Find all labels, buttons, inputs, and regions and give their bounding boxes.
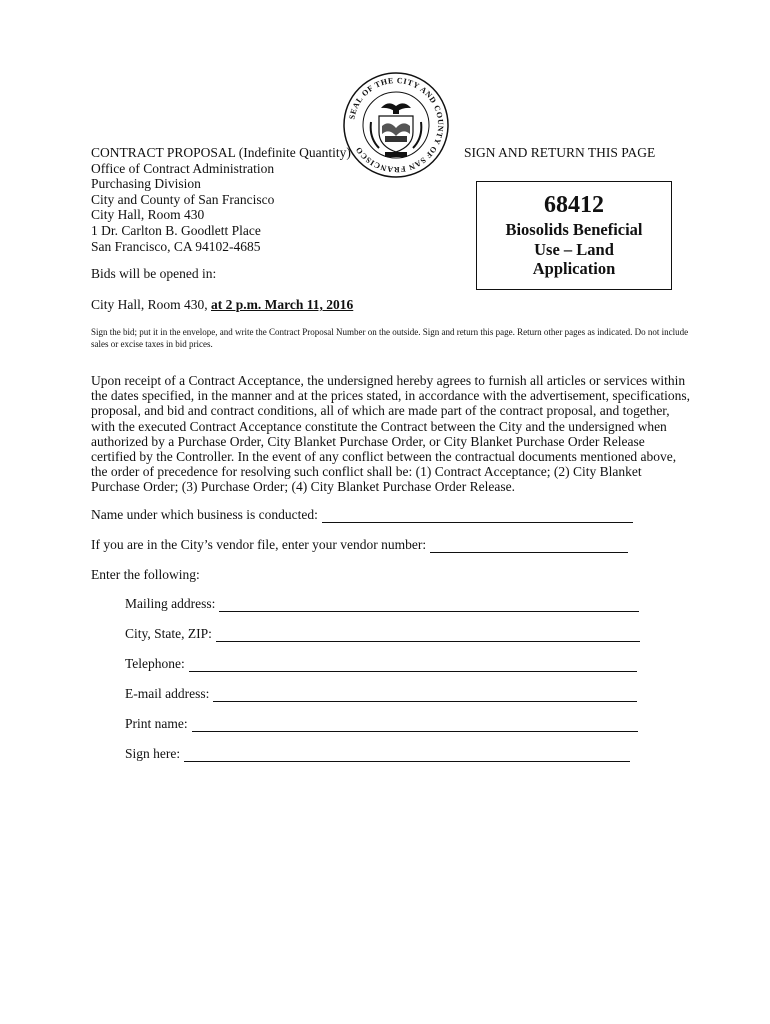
bid-opening-location — [91, 297, 353, 313]
seal-icon — [341, 70, 451, 180]
business-name-field[interactable] — [322, 510, 633, 523]
office-name: Office of Contract Administration — [91, 160, 275, 176]
mailing-address-row — [125, 596, 639, 612]
email-label: E-mail address: — [125, 686, 210, 701]
room-line: City Hall, Room 430 — [91, 207, 205, 223]
vendor-number-row — [91, 537, 628, 553]
bid-instructions: Sign the bid; put it in the envelope, and write the Contract Proposal Number on the outside. Sign and return this page. Return other pages as indicated. Do not include sales or excise taxes in bid prices. — [91, 327, 689, 349]
agreement-paragraph: Upon receipt of a Contract Acceptance, the undersigned hereby agrees to furnish all articles or services within the dates specified, in the manner and at the prices stated, in accordance with the advertisement, specifications, proposal, and bid and contract conditions, all of which are made part of the contract proposal, and together, with the executed Contract Acceptance constitute the Contract between the City and the undersigned when authorized by a Purchase Order, City Blanket Purchase Order, or City Blanket Purchase Order Release certified by the Controller. In the event of any conflict between the contractual documents mentioned above, the order of precedence for resolving such conflict shall be: (1) Contract Acceptance; (2) City Blanket Purchase Order; (3) Purchase Order; (4) City Blanket Purchase Order Release. — [91, 373, 691, 495]
proposal-title: Biosolids Beneficial Use – Land Application — [505, 220, 643, 278]
mailing-address-field[interactable] — [219, 599, 639, 612]
vendor-number-field[interactable] — [430, 540, 628, 553]
vendor-number-label: If you are in the City’s vendor file, enter your vendor number: — [91, 537, 427, 552]
division-name: Purchasing Division — [91, 176, 201, 192]
city-state-zip-label: City, State, ZIP: — [125, 626, 212, 641]
proposal-number-box — [476, 181, 672, 290]
signature-field[interactable] — [184, 749, 630, 762]
print-name-field[interactable] — [192, 719, 638, 732]
city-zip-line: San Francisco, CA 94102-4685 — [91, 238, 261, 254]
telephone-label: Telephone: — [125, 656, 185, 671]
city-seal — [341, 70, 451, 180]
business-name-label: Name under which business is conducted: — [91, 507, 318, 522]
city-state-zip-field[interactable] — [216, 629, 640, 642]
enter-following-label: Enter the following: — [91, 567, 200, 582]
contract-proposal-heading: CONTRACT PROPOSAL (Indefinite Quantity) — [91, 145, 351, 160]
mailing-address-label: Mailing address: — [125, 596, 216, 611]
signature-row — [125, 746, 630, 762]
svg-text:SEAL OF THE CITY AND COUNTY OF — [347, 76, 445, 174]
bids-opened-label: Bids will be opened in: — [91, 266, 217, 281]
city-state-zip-row — [125, 626, 640, 642]
sign-here-label: Sign here: — [125, 746, 181, 761]
print-name-label: Print name: — [125, 716, 188, 731]
telephone-row — [125, 656, 637, 672]
email-field[interactable] — [213, 689, 637, 702]
business-name-row — [91, 507, 633, 523]
bid-opening-time: at 2 p.m. March 11, 2016 — [211, 297, 354, 312]
proposal-number: 68412 — [544, 192, 604, 218]
sign-return-notice: SIGN AND RETURN THIS PAGE — [464, 145, 656, 160]
bid-location-text: City Hall, Room 430, — [91, 297, 212, 312]
city-county-name: City and County of San Francisco — [91, 191, 275, 207]
office-address-block — [91, 145, 351, 254]
email-row — [125, 686, 637, 702]
print-name-row — [125, 716, 638, 732]
telephone-field[interactable] — [189, 659, 637, 672]
street-line: 1 Dr. Carlton B. Goodlett Place — [91, 222, 261, 238]
seal-ring-text: SEAL OF THE CITY AND COUNTY OF SAN FRANCISCO — [347, 75, 446, 175]
